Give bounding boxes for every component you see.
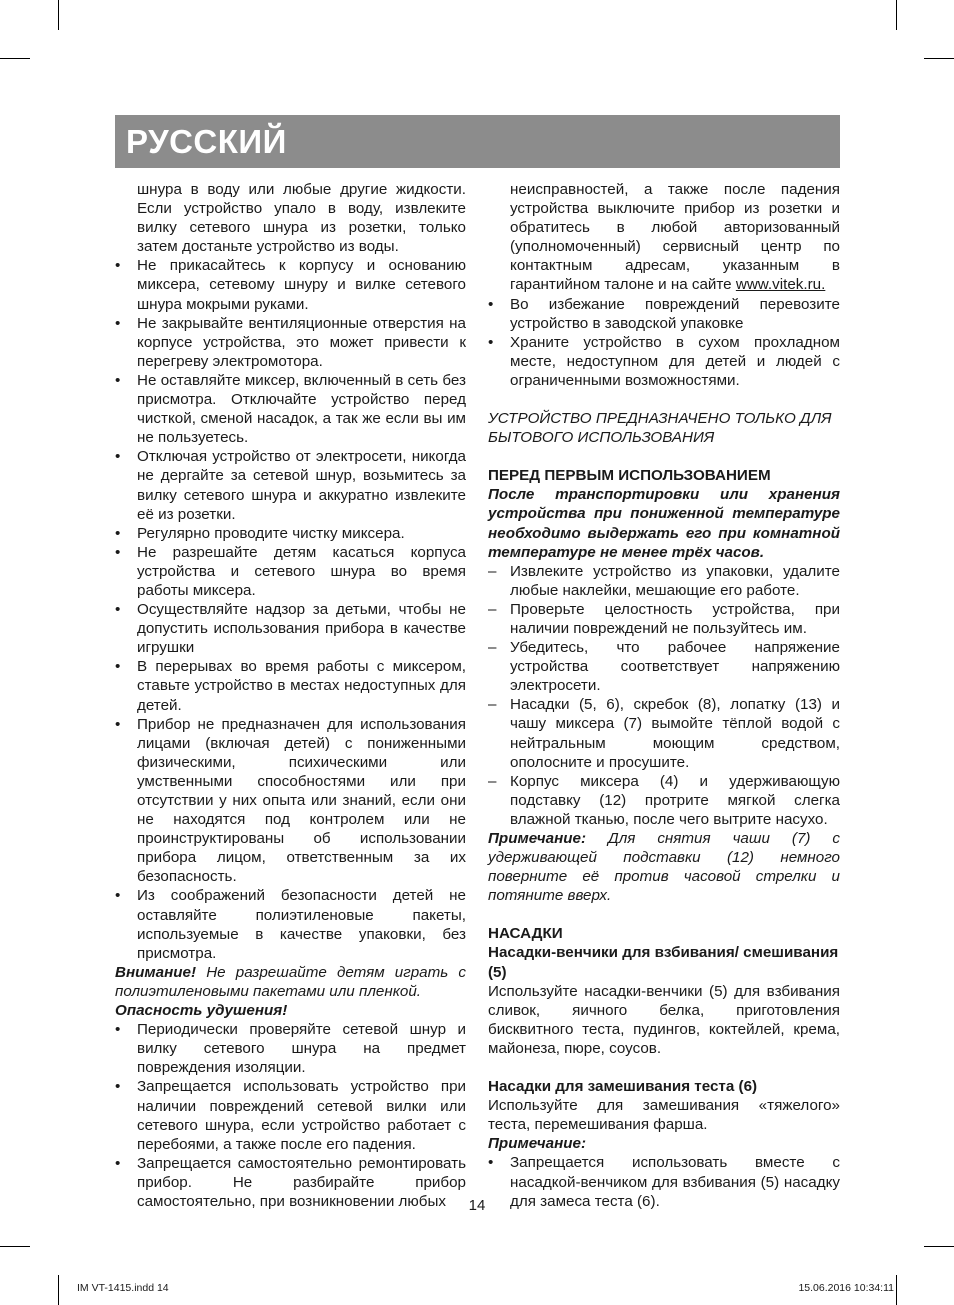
crop-mark — [58, 1275, 59, 1305]
list-item — [115, 447, 466, 523]
crop-mark — [0, 58, 30, 59]
left-column — [115, 180, 466, 1211]
crop-mark — [896, 0, 897, 30]
list-marker: • — [115, 371, 121, 389]
note-label-2: Примечание: — [488, 1135, 587, 1153]
storage-bullet-list — [488, 295, 840, 390]
right-column — [488, 180, 840, 1211]
list-marker: • — [115, 524, 121, 542]
list-marker: – — [488, 696, 497, 714]
list-marker: – — [488, 600, 497, 618]
list-marker: • — [115, 1154, 121, 1172]
household-use-notice: УСТРОЙСТВО ПРЕДНАЗНАЧЕНО ТОЛЬКО ДЛЯ БЫТОВОГО ИСПОЛЬЗОВАНИЯ — [488, 410, 832, 447]
footer-file-name: IM VT-1415.indd 14 — [77, 1282, 169, 1294]
list-item-text: Осуществляйте надзор за детьми, чтобы не допустить использования прибора в качестве игрушки — [137, 601, 466, 657]
crop-mark — [0, 1246, 30, 1247]
language-header-bar — [115, 115, 840, 168]
bowl-removal-note — [488, 829, 840, 905]
safety-bullet-list-2 — [115, 1020, 466, 1211]
list-marker: • — [115, 1078, 121, 1096]
paragraph-continuation: шнура в воду или любые другие жидкости. Если устройство упало в воду, извлеките вилку сетевого шнура из розетки, только затем достаньте устройство из воды. — [137, 181, 466, 256]
list-item — [488, 600, 840, 638]
list-item-text: Насадки (5, 6), скребок (8), лопатку (13) и чашу миксера (7) вымойте тёплой водой с нейтральным моющим средством, ополосните и просушите. — [510, 696, 840, 771]
list-item-text: Корпус миксера (4) и удерживающую подставку (12) протрите мягкой слегка влажной тканью, после чего вытрите насухо. — [510, 772, 840, 828]
crop-mark — [58, 0, 59, 30]
suffocation-danger: Опасность удушения! — [115, 1002, 288, 1020]
list-item-text: Убедитесь, что рабочее напряжение устройства соответствует напряжению электросети. — [510, 639, 840, 695]
crop-mark — [924, 1246, 954, 1247]
footer-timestamp: 15.06.2016 10:34:11 — [798, 1282, 894, 1294]
list-marker: • — [115, 543, 121, 561]
list-item-text: Проверьте целостность устройства, при наличии повреждений не пользуйтесь им. — [510, 600, 840, 637]
list-item — [115, 600, 466, 657]
list-item-text: Запрещается использовать устройство при наличии повреждений сетевой вилки или сетевого шнура, если устройство работает с перебоями, а также после его падения. — [137, 1078, 466, 1153]
list-item-text: Периодически проверяйте сетевой шнур и вилку сетевого шнура на предмет повреждения изоляции. — [137, 1021, 466, 1077]
note-bullet-text: Запрещается использовать вместе с насадкой-венчиком для взбивания (5) насадку для замеса теста (6). — [510, 1154, 840, 1210]
paragraph-continuation — [488, 180, 840, 295]
list-item-text: Извлеките устройство из упаковки, удалите любые наклейки, мешающие его работе. — [510, 562, 840, 599]
list-marker: • — [115, 715, 121, 733]
list-item — [488, 695, 840, 771]
warning-paragraph — [115, 963, 466, 1001]
list-item-text: Из соображений безопасности детей не оставляйте полиэтиленовые пакеты, используемые в качестве упаковки, без присмотра. — [137, 887, 466, 962]
list-item — [115, 1077, 466, 1153]
whisk-attachment-text: Используйте насадки-венчики (5) для взбивания сливок, яичного белка, приготовления бисквитного теста, пудингов, коктейлей, крема, майонеза, пюре, соусов. — [488, 982, 840, 1057]
list-item — [488, 638, 840, 695]
list-item — [115, 715, 466, 887]
list-item — [115, 1020, 466, 1077]
list-item-text: Не прикасайтесь к корпусу и основанию миксера, сетевому шнуру и вилке сетевого шнура мокрыми руками. — [137, 257, 466, 313]
list-item — [115, 524, 466, 543]
warning-label: Внимание! — [115, 963, 197, 981]
warning-text: Не разрешайте детям играть с полиэтиленовыми пакетами или пленкой. — [115, 963, 466, 1000]
list-marker: • — [115, 658, 121, 676]
list-item — [488, 772, 840, 829]
list-item — [488, 295, 840, 333]
dough-hook-text: Используйте для замешивания «тяжелого» теста, перемешивания фарша. — [488, 1097, 840, 1134]
service-text: неисправностей, а также после падения устройства выключите прибор из розетки и обратитесь в любой авторизованный (уполномоченный) сервисный центр по контактным адресам, указанным в гарантийном талоне и на сайте — [510, 181, 840, 294]
list-marker: • — [115, 601, 121, 619]
list-item-text: Не разрешайте детям касаться корпуса устройства и сетевого шнура во время работы миксера. — [137, 543, 466, 599]
list-item — [488, 562, 840, 600]
list-marker: – — [488, 562, 497, 580]
list-item-text: Регулярно проводите чистку миксера. — [137, 524, 405, 542]
list-marker: • — [115, 887, 121, 905]
list-item-text: Запрещается самостоятельно ремонтировать прибор. Не разбирайте прибор самостоятельно, при возникновении любых — [137, 1154, 466, 1210]
dough-hook-title: Насадки для замешивания теста (6) — [488, 1078, 758, 1096]
list-item — [488, 333, 840, 390]
list-marker: • — [115, 448, 121, 466]
list-item — [115, 543, 466, 600]
page-number: 14 — [468, 1197, 486, 1214]
list-item-text: Во избежание повреждений перевозите устройство в заводской упаковке — [510, 295, 840, 332]
section-title-before-first-use: ПЕРЕД ПЕРВЫМ ИСПОЛЬЗОВАНИЕМ — [488, 467, 771, 485]
list-item — [115, 371, 466, 447]
list-item-text: Отключая устройство от электросети, никогда не дергайте за сетевой шнур, возьмитесь за вилку сетевого шнура и аккуратно извлеките её из розетки. — [137, 448, 466, 523]
bullet-marker: • — [488, 1154, 494, 1172]
note-text: Для снятия чаши (7) с удерживающей подставки (12) немного поверните её против часовой стрелки и потяните вверх. — [488, 830, 840, 905]
list-item-text: В перерывах во время работы с миксером, ставьте устройство в местах недоступных для детей. — [137, 658, 466, 714]
list-marker: • — [115, 257, 121, 275]
safety-bullet-list — [115, 256, 466, 962]
list-marker: • — [488, 333, 494, 351]
list-marker: – — [488, 772, 497, 790]
language-title: РУССКИЙ — [126, 123, 287, 160]
list-marker: • — [115, 1021, 121, 1039]
note-label: Примечание: — [488, 830, 587, 847]
list-item-text: Не оставляйте миксер, включенный в сеть без присмотра. Отключайте устройство перед чисткой, сменой насадок, а так же если вы им не пользуетесь. — [137, 371, 466, 447]
list-marker: – — [488, 639, 497, 657]
whisk-attachment-title: Насадки-венчики для взбивания/ смешивания (5) — [488, 944, 839, 981]
list-item — [115, 657, 466, 714]
section-title-attachments: НАСАДКИ — [488, 925, 563, 943]
website-link[interactable]: www.vitek.ru. — [735, 276, 826, 294]
list-item-text: Прибор не предназначен для использования лицами (включая детей) с пониженными физическими, психическими или умственными способностями или при отсутствии у них опыта или знаний, если они не находятся под контролем или не проинструктированы об использовании прибора лицом, ответственным за их безопасность. — [137, 715, 466, 886]
list-marker: • — [115, 314, 121, 332]
list-item — [115, 256, 466, 313]
preparation-steps-list — [488, 562, 840, 829]
crop-mark — [924, 58, 954, 59]
list-item — [115, 886, 466, 962]
crop-mark — [896, 1275, 897, 1305]
temperature-notice: После транспортировки или хранения устройства при пониженной температуре необходимо выдержать его при комнатной температуре не менее трёх часов. — [488, 486, 840, 561]
list-item — [115, 314, 466, 371]
list-item-text: Храните устройство в сухом прохладном месте, недоступном для детей и людей с ограниченными возможностями. — [510, 333, 840, 389]
list-marker: • — [488, 295, 494, 313]
list-item-text: Не закрывайте вентиляционные отверстия на корпусе устройства, это может привести к перегреву электромотора. — [137, 314, 466, 370]
